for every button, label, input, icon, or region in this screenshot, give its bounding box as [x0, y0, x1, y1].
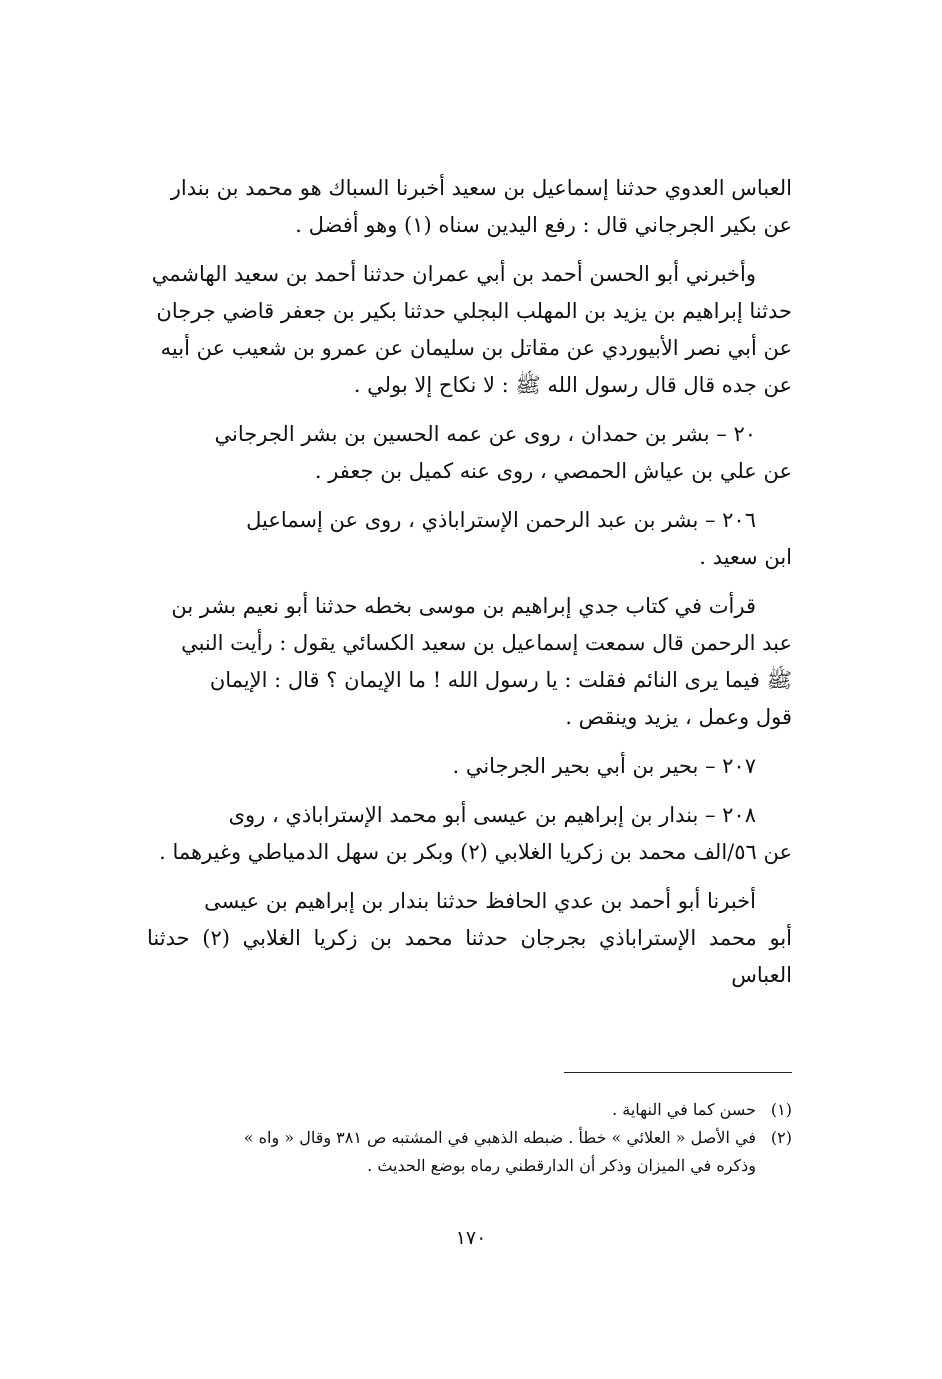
paragraph-2: [147, 256, 792, 404]
text-line: حدثنا إبراهيم بن يزيد بن المهلب البجلي حدثنا بكير بن جعفر قاضي جرجان: [156, 299, 792, 323]
text-line: وأخبرني أبو الحسن أحمد بن أبي عمران حدثنا أحمد بن سعيد الهاشمي: [151, 262, 756, 286]
footnote-text: وذكره في الميزان وذكر أن الدارقطني رماه بوضع الحديث .: [367, 1156, 756, 1175]
entry-206: [147, 502, 792, 576]
footnote-2: [147, 1124, 792, 1180]
text-line: عبد الرحمن قال سمعت إسماعيل بن سعيد الكسائي يقول : رأيت النبي: [181, 631, 792, 655]
text-line: أبو محمد الإستراباذي بجرجان حدثنا محمد بن زكريا الغلابي (٢) حدثنا العباس: [147, 926, 792, 987]
footnotes: [147, 1096, 792, 1180]
text-line: عن ٥٦/الف محمد بن زكريا الغلابي (٢) وبكر بن سهل الدمياطي وغيرهما .: [159, 840, 792, 864]
main-text: [147, 170, 792, 1006]
paragraph-last: [147, 883, 792, 994]
entry-208: [147, 797, 792, 871]
text-line: عن جده قال قال رسول الله ﷺ : لا نكاح إلا بولي .: [353, 373, 792, 397]
footnote-number: (١): [770, 1100, 792, 1119]
text-line: عن بكير الجرجاني قال : رفع اليدين سناه (١) وهو أفضل .: [295, 213, 792, 237]
text-line: ٢٠٦ – بشر بن عبد الرحمن الإستراباذي ، روى عن إسماعيل: [246, 508, 756, 532]
text-line: قول وعمل ، يزيد وينقص .: [565, 705, 792, 729]
footnote-text: في الأصل « العلائي » خطأ . ضبطه الذهبي في المشتبه ص ٣٨١ وقال « واه »: [243, 1128, 756, 1147]
text-line: عن أبي نصر الأبيوردي عن مقاتل بن سليمان عن عمرو بن شعيب عن أبيه: [160, 336, 792, 360]
footnote-1: [147, 1096, 792, 1124]
text-line: ٢٠٨ – بندار بن إبراهيم بن عيسى أبو محمد الإستراباذي ، روى: [228, 803, 756, 827]
footnote-text: حسن كما في النهاية .: [612, 1100, 756, 1119]
text-line: أخبرنا أبو أحمد بن عدي الحافظ حدثنا بندار بن إبراهيم بن عيسى: [204, 889, 756, 913]
entry-207: [147, 748, 792, 785]
footnote-divider: [564, 1072, 792, 1073]
text-line: ٢٠٧ – بحير بن أبي بحير الجرجاني .: [452, 754, 756, 778]
text-line: ٢٠ – بشر بن حمدان ، روى عن عمه الحسين بن بشر الجرجاني: [214, 422, 756, 446]
paragraph-narration: [147, 588, 792, 736]
text-line: ابن سعيد .: [699, 545, 792, 569]
footnote-number: (٢): [770, 1128, 792, 1147]
paragraph-1: [147, 170, 792, 244]
entry-20: [147, 416, 792, 490]
text-line: قرأت في كتاب جدي إبراهيم بن موسى بخطه حدثنا أبو نعيم بشر بن: [171, 594, 756, 618]
page-number: ١٧٠: [455, 1227, 487, 1249]
text-line: العباس العدوي حدثنا إسماعيل بن سعيد أخبرنا السباك هو محمد بن بندار: [170, 176, 792, 200]
text-line: عن علي بن عياش الحمصي ، روى عنه كميل بن جعفر .: [314, 459, 792, 483]
text-line: ﷺ فيما يرى النائم فقلت : يا رسول الله ! ما الإيمان ؟ قال : الإيمان: [209, 668, 792, 692]
